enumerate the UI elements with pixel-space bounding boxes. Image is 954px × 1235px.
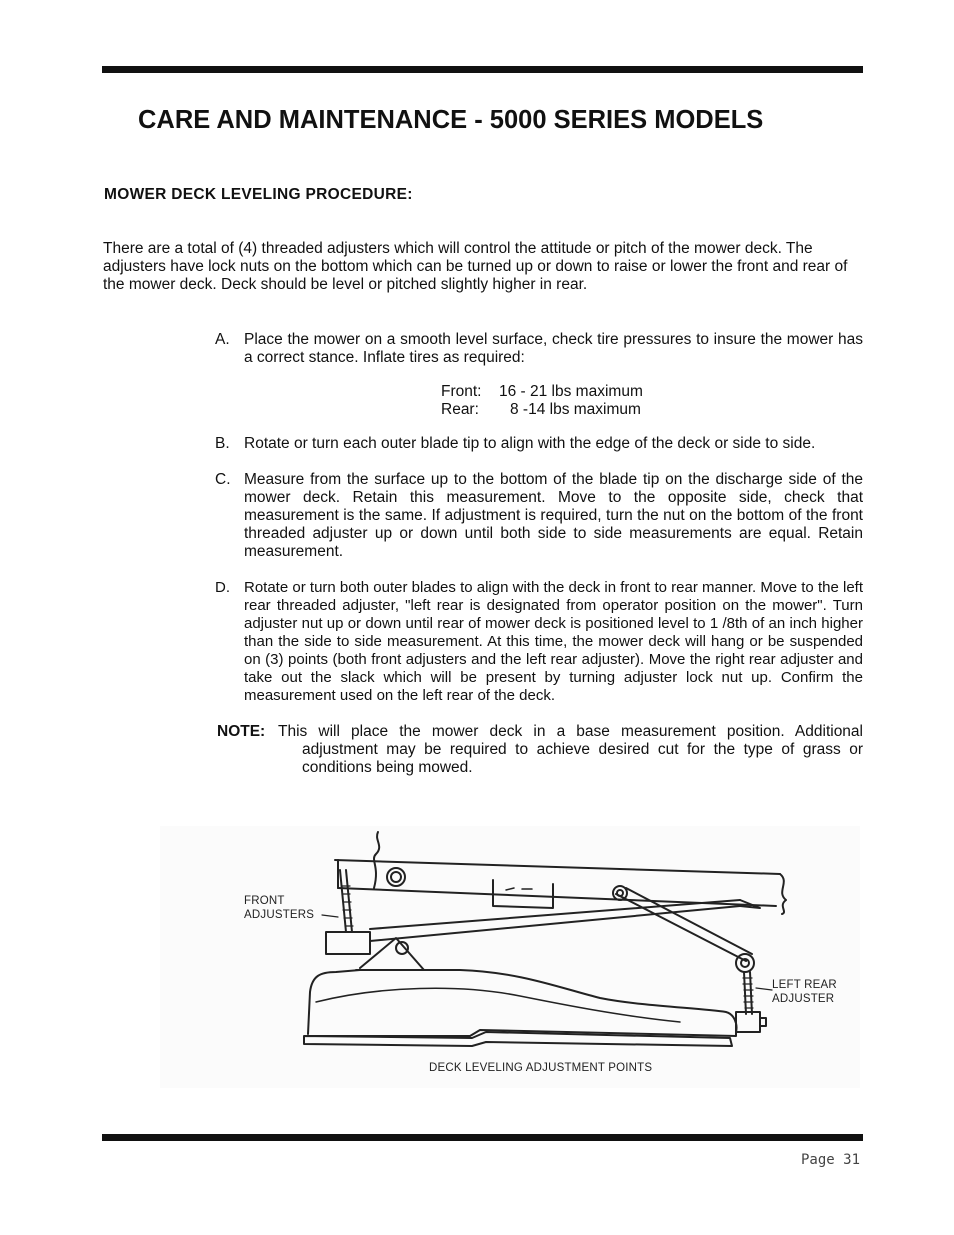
deck-leveling-diagram <box>160 826 860 1088</box>
rear-link <box>616 888 752 961</box>
step-d <box>215 579 863 705</box>
mower-deck <box>308 970 737 1036</box>
step-letter: C. <box>215 471 231 488</box>
lift-arm <box>370 900 740 941</box>
frame-break-right <box>780 874 786 914</box>
step-text: Place the mower on a smooth level surface, check tire pressures to insure the mower has a correct stance. Inflate tires as required: <box>244 331 863 366</box>
pressure-row-rear <box>441 401 863 419</box>
front-adjusters-label <box>244 894 314 922</box>
pressure-value: 8 -14 lbs maximum <box>510 401 641 418</box>
label-line: ADJUSTER <box>772 993 835 1005</box>
page-number: Page 31 <box>801 1152 861 1168</box>
step-text: Measure from the surface up to the bottom of the blade tip on the discharge side of the mower deck. Retain this measurement. Move to the opposite side, check that measurement is the same. If adjustment is required, turn the nut on the bottom of the front threaded adjuster up or down until both side to side measurements are equal. Retain measurement. <box>244 471 863 560</box>
left-rear-adjuster-block <box>736 1012 760 1032</box>
step-text: Rotate or turn both outer blades to align with the deck in front to rear manner. Move to the left rear threaded adjuster, "left rear is designated from operator position on the mower". Turn adjuster nut up or down until rear of mower deck is positioned level to 1 /8th of an inch higher than the side to side measurement. At this time, the mower deck will hang or be suspended on (3) points (both front adjusters and the left rear adjuster). Move the right rear adjuster and take out the slack which will be present by turning adjuster lock nut up. Confirm the measurement used on the left rear of the deck. <box>244 579 863 704</box>
front-adjusters-leader <box>322 915 338 917</box>
note-label: NOTE: <box>217 723 266 740</box>
front-adjuster-block <box>326 932 370 954</box>
step-text: Rotate or turn each outer blade tip to align with the edge of the deck or side to side. <box>244 435 816 452</box>
pressure-row-front <box>441 383 863 401</box>
pressure-label: Front: <box>441 383 482 400</box>
deck-diagram-drawing <box>160 826 860 1088</box>
step-letter: B. <box>215 435 230 452</box>
step-b <box>215 435 863 453</box>
step-letter: D. <box>215 579 230 596</box>
step-letter: A. <box>215 331 230 348</box>
section-heading: MOWER DECK LEVELING PROCEDURE: <box>104 186 413 203</box>
note-text: This will place the mower deck in a base measurement position. Additional adjustment may be required to achieve desired cut for the type of grass or conditions being mowed. <box>278 723 863 776</box>
bottom-rule <box>102 1134 863 1141</box>
step-c <box>215 471 863 561</box>
figure-caption: DECK LEVELING ADJUSTMENT POINTS <box>429 1062 653 1074</box>
frame-break-left <box>374 832 379 888</box>
note-block <box>217 723 863 777</box>
page-title: CARE AND MAINTENANCE - 5000 SERIES MODELS <box>138 106 764 134</box>
step-a <box>215 331 863 367</box>
pressure-value: 16 - 21 lbs maximum <box>499 383 643 400</box>
front-adjuster-rod <box>340 870 352 932</box>
top-rule <box>102 66 863 73</box>
left-rear-adjuster-label <box>772 978 837 1006</box>
left-rear-leader <box>756 988 772 990</box>
procedure-steps <box>215 331 863 777</box>
intro-paragraph: There are a total of (4) threaded adjusters which will control the attitude or pitch of the mower deck. The adjusters have lock nuts on the bottom which can be turned up or down to raise or lower the front and rear of the mower deck. Deck should be level or pitched slightly higher in rear. <box>103 240 848 293</box>
label-line: LEFT REAR <box>772 979 837 991</box>
tire-pressure-table <box>441 383 863 419</box>
label-line: ADJUSTERS <box>244 909 315 921</box>
rail-pivot <box>387 868 405 886</box>
label-line: FRONT <box>244 895 285 907</box>
pressure-label: Rear: <box>441 401 479 418</box>
